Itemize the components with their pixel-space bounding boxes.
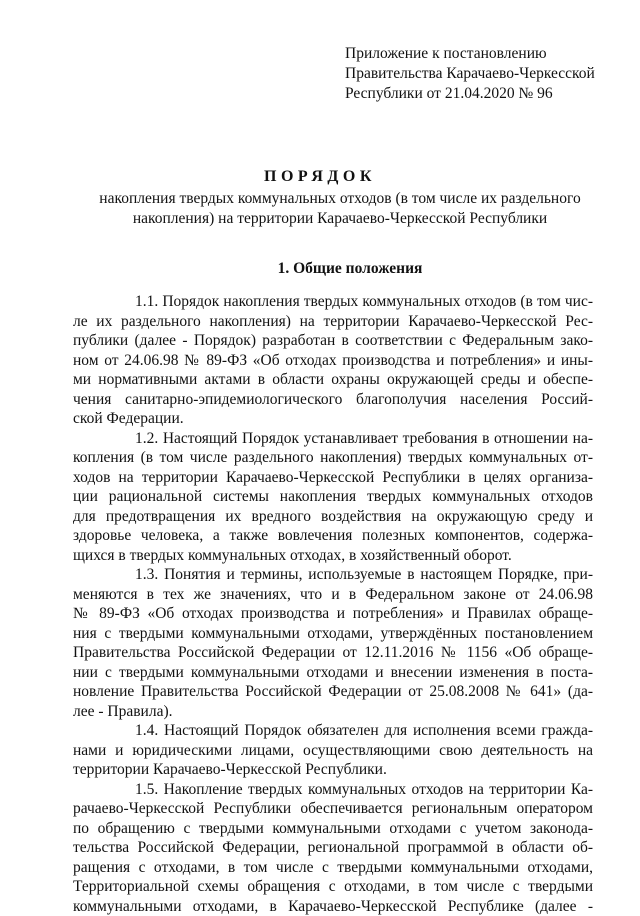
- paragraph-1-5: [73, 780, 593, 916]
- text-line: рачаево-Черкесской Республики обеспечивается региональным оператором: [73, 799, 593, 819]
- appendix-line: Правительства Карачаево-Черкесской: [345, 64, 625, 84]
- text-line: чения санитарно-эпидемиологического благополучия населения Россий-: [73, 390, 593, 410]
- text-line: ния с твердыми коммунальными отходами, утверждённых постановлением: [73, 624, 593, 644]
- text-line: 1.4. Настоящий Порядок обязателен для исполнения всеми гражда-: [73, 721, 593, 741]
- text-line: 1.2. Настоящий Порядок устанавливает требования в отношении на-: [73, 429, 593, 449]
- text-line: 1.1. Порядок накопления твердых коммунальных отходов (в том чис-: [73, 292, 593, 312]
- text-line: Территориальной схемы обращения с отходами, в том числе с твердыми: [73, 877, 593, 897]
- text-line: ми нормативными актами в области охраны окружающей среды и обеспе-: [73, 370, 593, 390]
- subtitle-line: накопления) на территории Карачаево-Черкесской Республики: [60, 209, 620, 229]
- text-line: коммунальными отходами, в Карачаево-Черкесской Республике (далее -: [73, 897, 593, 916]
- text-line: новление Правительства Российской Федерации от 25.08.2008 № 641» (да-: [73, 682, 593, 702]
- text-line: здоровье человека, а также вовлечения полезных компонентов, содержа-: [73, 526, 593, 546]
- section-heading: 1. Общие положения: [0, 260, 640, 278]
- text-line: ращения с отходами, в том числе с твердыми коммунальными отходами,: [73, 858, 593, 878]
- appendix-note: [345, 44, 625, 104]
- text-line: Правительства Российской Федерации от 12.11.2016 № 1156 «Об обраще-: [73, 643, 593, 663]
- text-line: ле их раздельного накопления) на территории Карачаево-Черкесской Рес-: [73, 312, 593, 332]
- text-line: по обращению с твердыми коммунальными отходами с учетом законода-: [73, 819, 593, 839]
- text-line: копления (в том числе раздельного накопления) твердых коммунальных от-: [73, 448, 593, 468]
- document-title: ПОРЯДОК: [0, 168, 640, 186]
- text-line: 1.5. Накопление твердых коммунальных отходов на территории Ка-: [73, 780, 593, 800]
- text-line: лее - Правила).: [73, 702, 593, 722]
- text-line: ходов на территории Карачаево-Черкесской Республики в целях организа-: [73, 468, 593, 488]
- text-line: тельства Российской Федерации, региональной программой в области об-: [73, 838, 593, 858]
- text-line: ской Федерации.: [73, 409, 593, 429]
- subtitle-line: накопления твердых коммунальных отходов (в том числе их раздельного: [60, 189, 620, 209]
- text-line: для предотвращения их вредного воздействия на окружающую среду и: [73, 507, 593, 527]
- text-line: ции рациональной системы накопления твердых коммунальных отходов: [73, 487, 593, 507]
- text-line: 1.3. Понятия и термины, используемые в настоящем Порядке, при-: [73, 565, 593, 585]
- text-line: ном от 24.06.98 № 89-ФЗ «Об отходах производства и потребления» и ины-: [73, 351, 593, 371]
- text-line: меняются в тех же значениях, что и в Федеральном законе от 24.06.98: [73, 585, 593, 605]
- paragraph-1-4: [73, 721, 593, 780]
- document-body: [73, 292, 593, 916]
- text-line: нами и юридическими лицами, осуществляющими свою деятельность на: [73, 741, 593, 761]
- paragraph-1-3: [73, 565, 593, 721]
- text-line: публики (далее - Порядок) разработан в соответствии с Федеральным зако-: [73, 331, 593, 351]
- appendix-line: Приложение к постановлению: [345, 44, 625, 64]
- text-line: территории Карачаево-Черкесской Республики.: [73, 760, 593, 780]
- text-line: № 89-ФЗ «Об отходах производства и потребления» и Правилах обраще-: [73, 604, 593, 624]
- text-line: щихся в твердых коммунальных отходах, в хозяйственный оборот.: [73, 546, 593, 566]
- paragraph-1-2: [73, 429, 593, 566]
- text-line: нии с твердыми коммунальными отходами и внесении изменения в поста-: [73, 663, 593, 683]
- paragraph-1-1: [73, 292, 593, 429]
- appendix-line: Республики от 21.04.2020 № 96: [345, 84, 625, 104]
- document-subtitle: [60, 189, 620, 229]
